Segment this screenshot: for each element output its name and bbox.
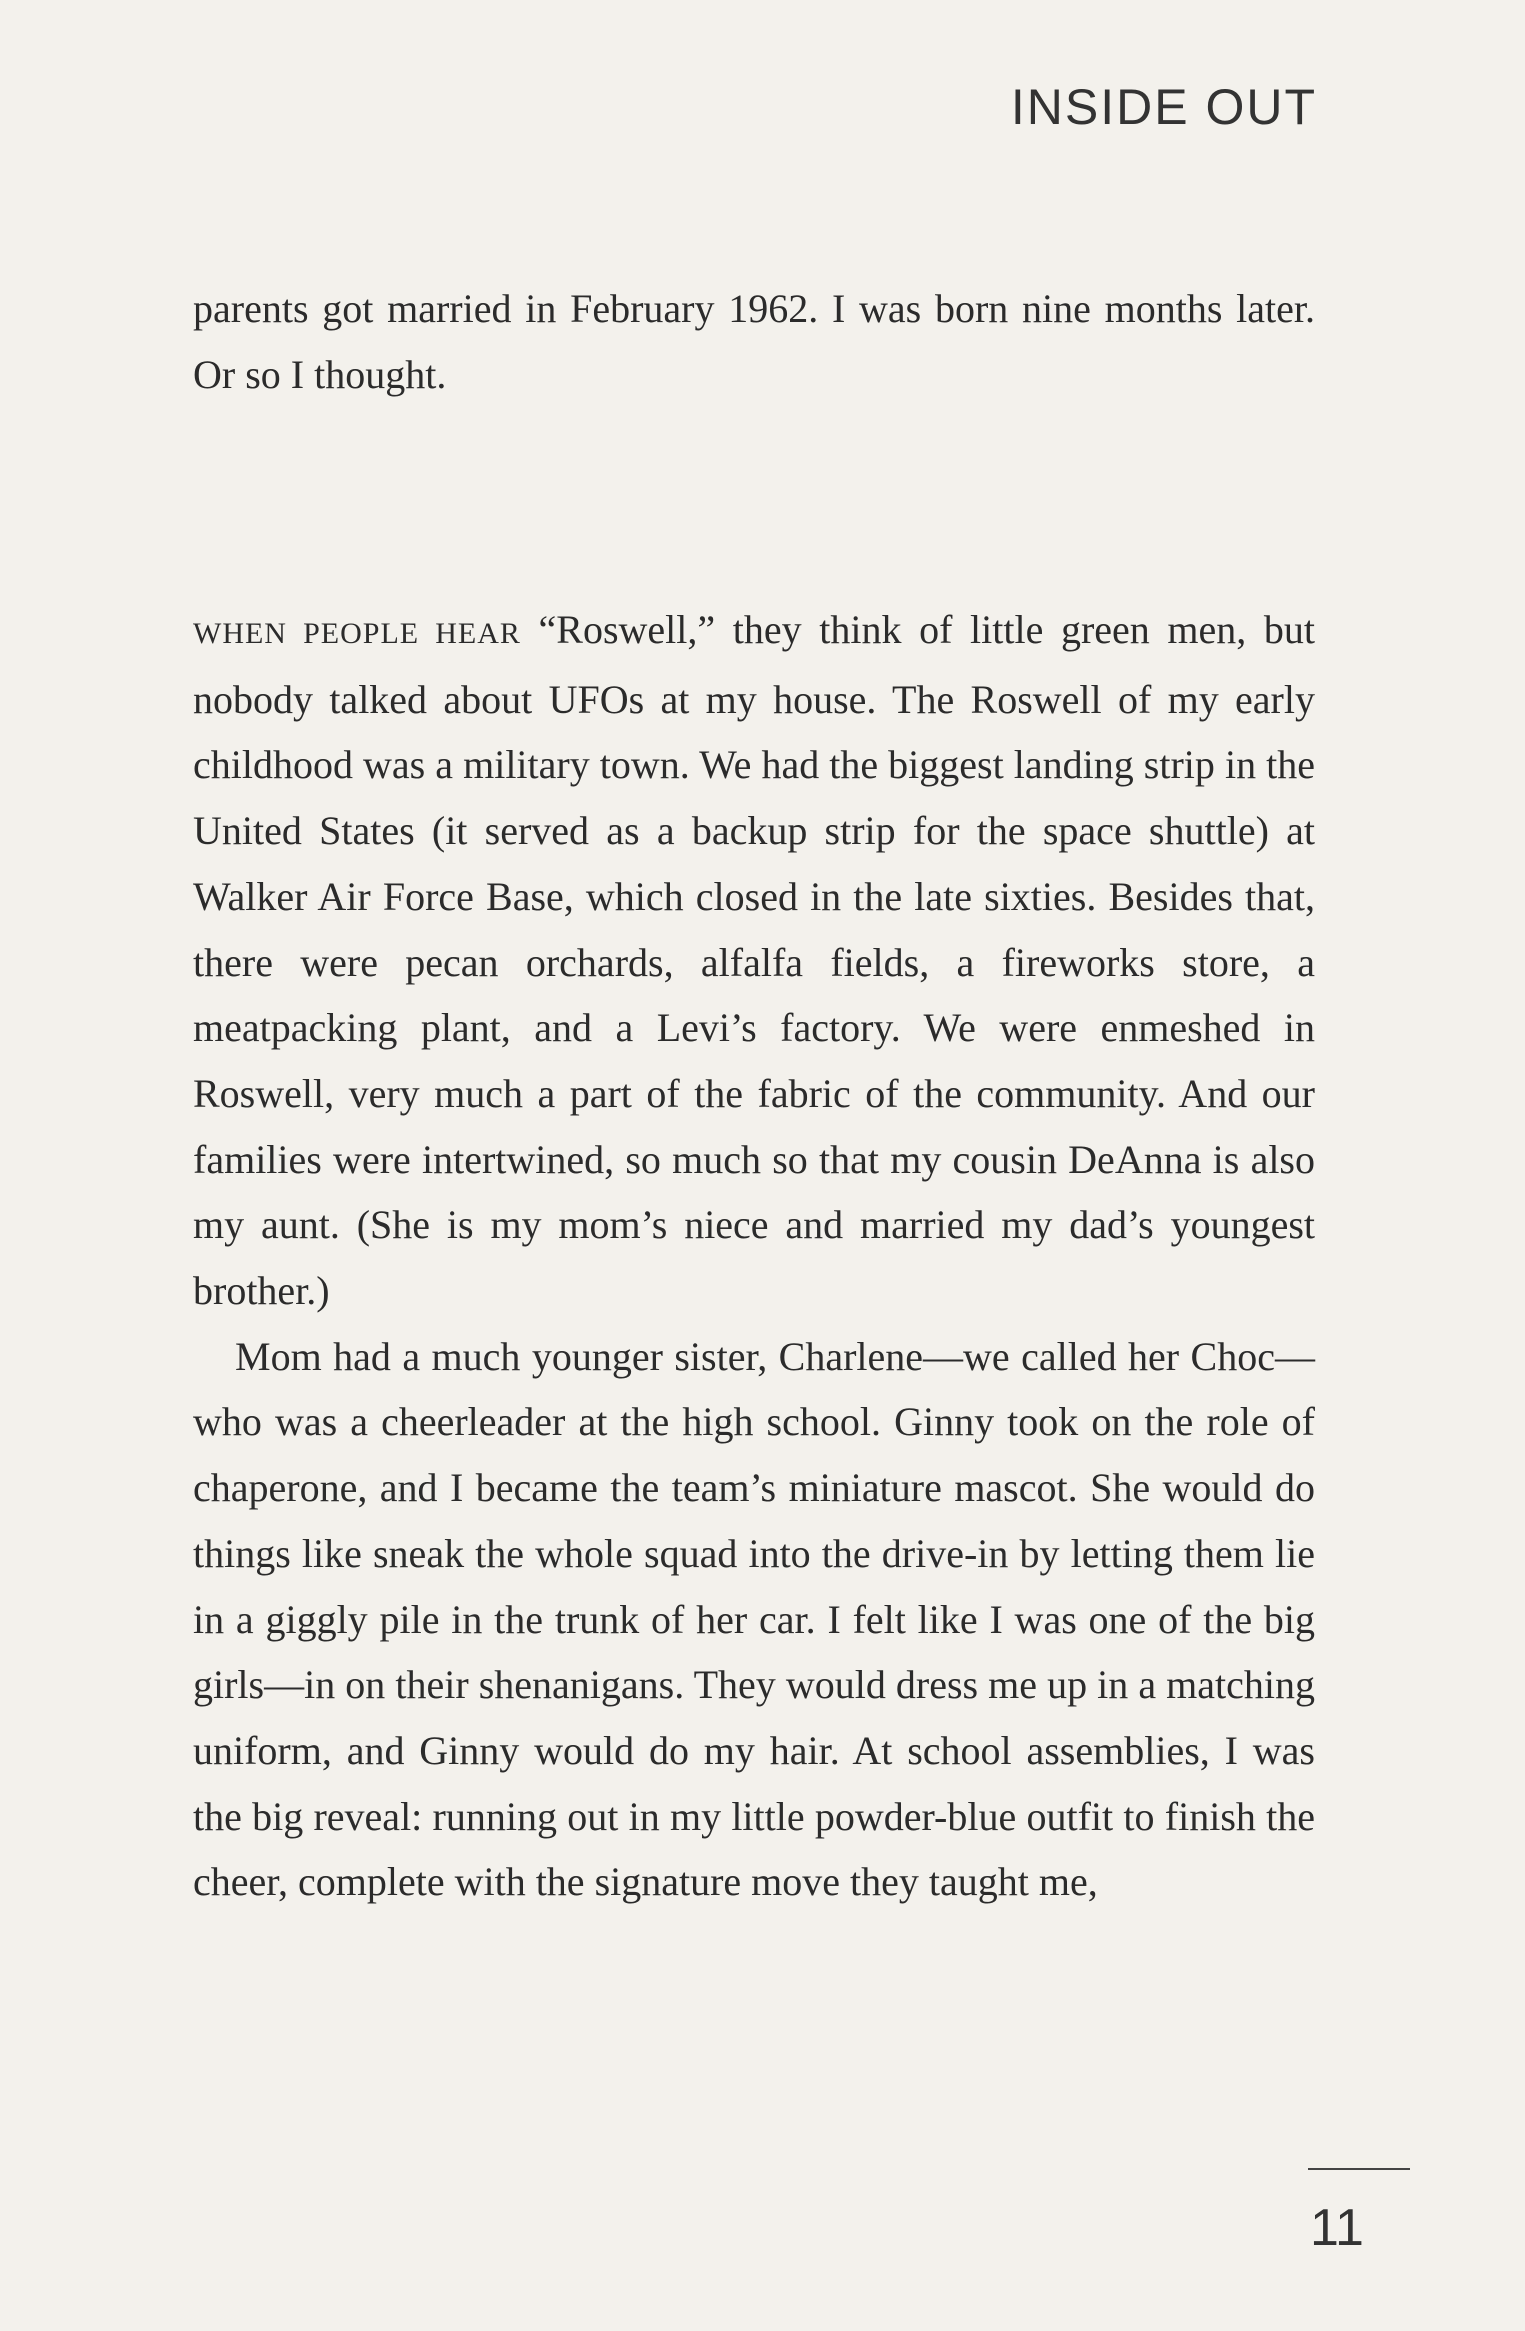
paragraph-1: parents got married in February 1962. I was born nine months later. Or so I thought. — [193, 286, 1315, 397]
page-number: 11 — [1310, 2199, 1364, 2257]
small-caps-lead-in: WHEN PEOPLE HEAR — [193, 617, 521, 650]
running-head: INSIDE OUT — [1010, 79, 1317, 135]
paragraph-2-text: “Roswell,” they think of little green men, but nobody talked about UFOs at my house. The Roswell of my early childhood was a military town. We had the biggest landing strip in the United States (it served as a backup strip for the space shuttle) at Walker Air Force Base, which closed in the late sixties. Besides that, there were pecan orchards, alfalfa fields, a fireworks store, a meatpacking plant, and a Levi’s factory. We were enmeshed in Roswell, very much a part of the fabric of the community. And our families were intertwined, so much so that my cousin DeAnna is also my aunt. (She is my mom’s niece and married my dad’s youngest brother.) — [193, 607, 1315, 1314]
section-1 — [193, 276, 1315, 407]
folio-rule — [1308, 2168, 1410, 2170]
paragraph-3: Mom had a much younger sister, Charlene—we called her Choc—who was a cheerleader at the high school. Ginny took on the role of chaperone, and I became the team’s miniature mascot. She would do things like sneak the whole squad into the drive-in by letting them lie in a giggly pile in the trunk of her car. I felt like I was one of the big girls—in on their shenanigans. They would dress me up in a matching uniform, and Ginny would do my hair. At school assemblies, I was the big reveal: running out in my little powder-blue outfit to finish the cheer, complete with the signature move they taught me, — [193, 1333, 1315, 1905]
section-2 — [193, 597, 1315, 1915]
paragraph-2 — [193, 597, 1315, 1324]
